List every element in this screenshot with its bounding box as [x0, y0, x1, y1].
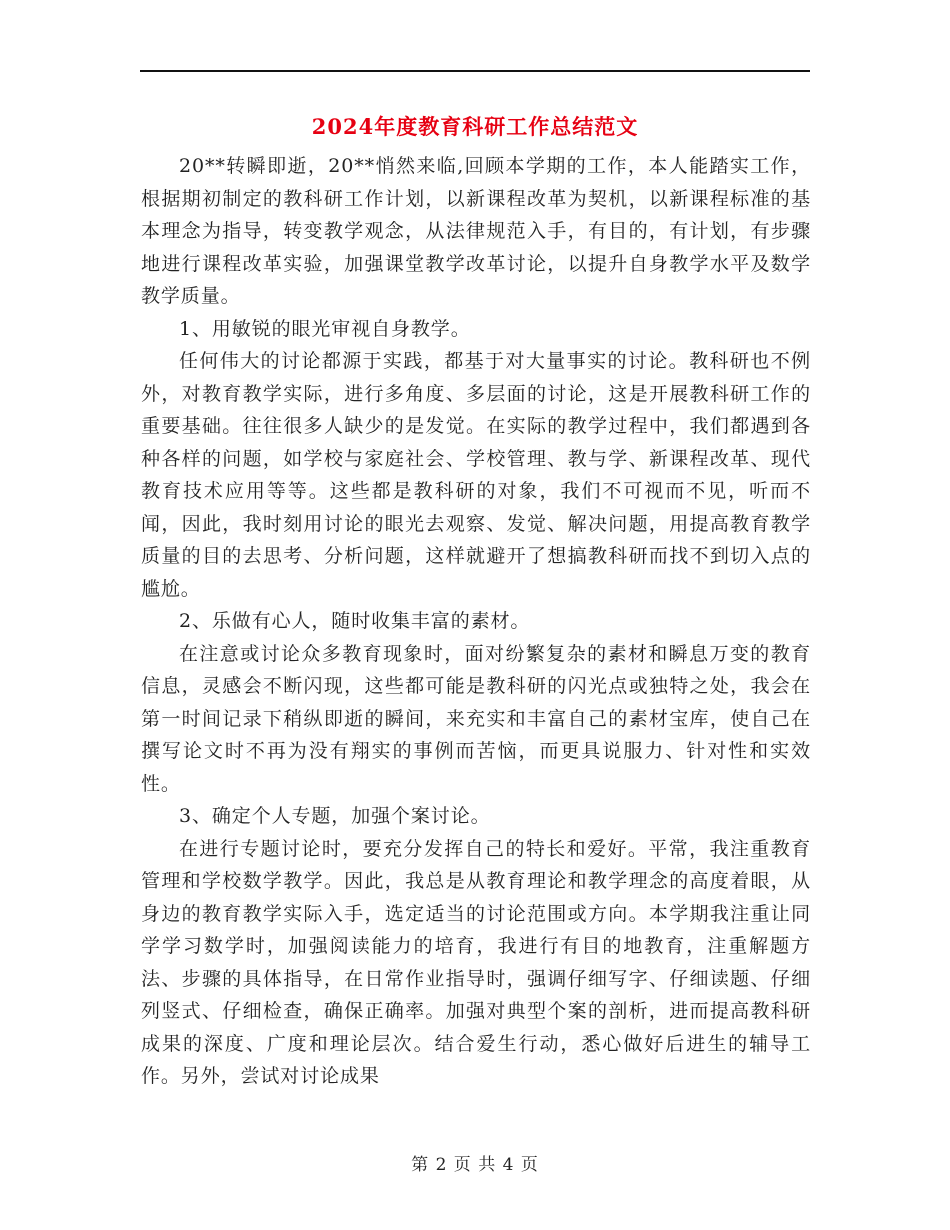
section-paragraph-1: 任何伟大的讨论都源于实践，都基于对大量事实的讨论。教科研也不例外，对教育教学实际，进行多角度、多层面的讨论，这是开展教科研工作的重要基础。往往很多人缺少的是发觉。在实际的教学过程中，我们都遇到各种各样的问题，如学校与家庭社会、学校管理、教与学、新课程改革、现代教育技术应用等等。这些都是教科研的对象，我们不可视而不见，听而不闻，因此，我时刻用讨论的眼光去观察、发觉、解决问题，用提高教育教学质量的目的去思考、分析问题，这样就避开了想搞教科研而找不到切入点的尴尬。 [141, 350, 811, 600]
intro-paragraph: 20**转瞬即逝，20**悄然来临,回顾本学期的工作，本人能踏实工作，根据期初制定的教科研工作计划，以新课程改革为契机，以新课程标准的基本理念为指导，转变教学观念，从法律规范入手，有目的，有计划，有步骤地进行课程改革实验，加强课堂教学改革讨论，以提升自身教学水平及数学教学质量。 [141, 155, 811, 307]
section-heading-2: 2、乐做有心人，随时收集丰富的素材。 [179, 610, 531, 632]
document-body [141, 150, 811, 1093]
page-number-footer: 第 2 页 共 4 页 [411, 1155, 539, 1175]
header-rule [140, 70, 810, 72]
section-heading-1: 1、用敏锐的眼光审视自身教学。 [179, 317, 471, 340]
document-title: 2024年度教育科研工作总结范文 [311, 114, 639, 139]
section-heading-3: 3、确定个人专题，加强个案讨论。 [179, 805, 491, 827]
section-paragraph-3: 在进行专题讨论时，要充分发挥自己的特长和爱好。平常，我注重教育管理和学校数学教学。因此，我总是从教育理论和教学理念的高度着眼，从身边的教育教学实际入手，选定适当的讨论范围或方向。本学期我注重让同学学习数学时，加强阅读能力的培育，我进行有目的地教育，注重解题方法、步骤的具体指导，在日常作业指导时，强调仔细写字、仔细读题、仔细列竖式、仔细检查，确保正确率。加强对典型个案的剖析，进而提高教科研成果的深度、广度和理论层次。结合爱生行动，悉心做好后进生的辅导工作。另外，尝试对讨论成果 [141, 837, 811, 1087]
section-paragraph-2: 在注意或讨论众多教育现象时，面对纷繁复杂的素材和瞬息万变的教育信息，灵感会不断闪现，这些都可能是教科研的闪光点或独特之处，我会在第一时间记录下稍纵即逝的瞬间，来充实和丰富自己的素材宝库，使自己在撰写论文时不再为没有翔实的事例而苦恼，而更具说服力、针对性和实效性。 [141, 642, 811, 795]
